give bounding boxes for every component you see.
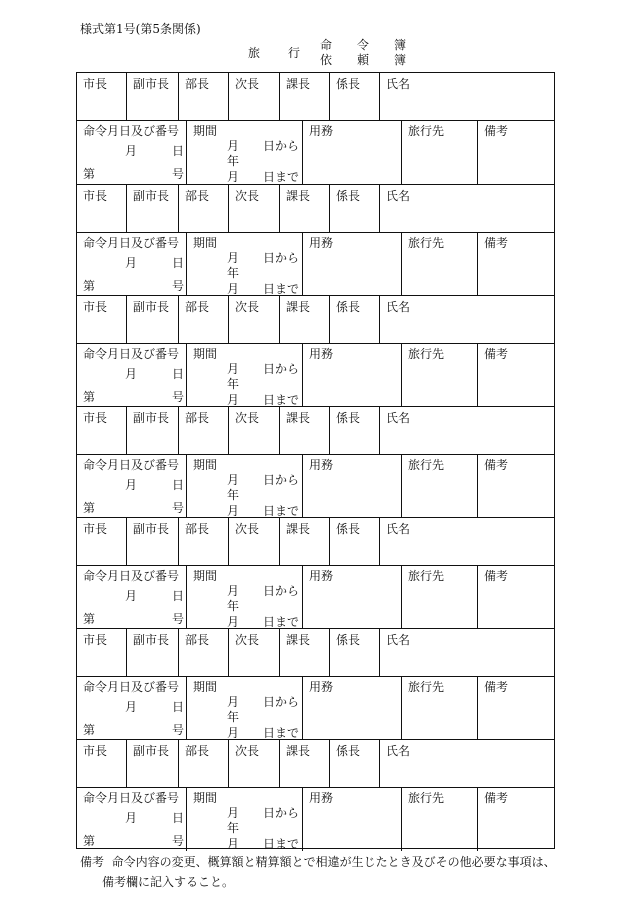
mayor-seal-cell[interactable] — [77, 629, 127, 677]
deputy-mayor-seal-cell[interactable] — [127, 740, 179, 788]
director-label: 部長 — [185, 522, 210, 536]
destination-cell[interactable] — [402, 566, 478, 629]
deputy-director-seal-cell[interactable] — [229, 185, 280, 233]
remarks-cell[interactable] — [478, 455, 554, 518]
director-label: 部長 — [185, 189, 210, 203]
section-chief-label: 課長 — [286, 633, 311, 647]
period-header: 期間 — [193, 236, 218, 250]
section-chief-label: 課長 — [286, 189, 311, 203]
purpose-header: 用務 — [309, 458, 334, 472]
title-char: 命 — [320, 38, 333, 52]
travel-period-cell[interactable] — [187, 788, 303, 851]
travel-order-table — [76, 72, 555, 849]
travel-period-cell[interactable] — [187, 677, 303, 740]
period-from-month-label: 月 — [227, 806, 240, 820]
destination-cell[interactable] — [402, 677, 478, 740]
detail-row — [77, 121, 554, 184]
approval-row — [77, 73, 554, 121]
travel-record-block — [77, 739, 554, 850]
footnote-line-2: 備考欄に記入すること。 — [102, 875, 235, 889]
deputy-mayor-label: 副市長 — [133, 189, 170, 203]
order-day-label: 日 — [172, 811, 185, 825]
approval-row — [77, 518, 554, 566]
mayor-seal-cell[interactable] — [77, 407, 127, 455]
deputy-mayor-seal-cell[interactable] — [127, 629, 179, 677]
order-month-label: 月 — [125, 478, 138, 492]
mayor-seal-cell[interactable] — [77, 185, 127, 233]
remarks-header: 備考 — [484, 347, 509, 361]
deputy-mayor-label: 副市長 — [133, 300, 170, 314]
title-char: 依 — [320, 53, 333, 67]
purpose-cell[interactable] — [303, 344, 402, 407]
period-from-day-label: 日から — [263, 584, 300, 598]
purpose-cell[interactable] — [303, 566, 402, 629]
order-number-prefix: 第 — [83, 501, 96, 515]
deputy-mayor-label: 副市長 — [133, 744, 170, 758]
name-field[interactable] — [380, 296, 554, 344]
mayor-label: 市長 — [83, 77, 108, 91]
director-label: 部長 — [185, 300, 210, 314]
period-to-month-label: 月 — [227, 837, 240, 851]
deputy-director-label: 次長 — [235, 300, 260, 314]
travel-record-block — [77, 184, 554, 295]
name-label: 氏名 — [386, 522, 411, 536]
subsection-chief-seal-cell[interactable] — [330, 518, 380, 566]
subsection-chief-label: 係長 — [336, 77, 361, 91]
period-from-day-label: 日から — [263, 695, 300, 709]
order-date-number-cell[interactable] — [77, 233, 187, 296]
remarks-cell[interactable] — [478, 233, 554, 296]
section-chief-seal-cell[interactable] — [280, 407, 330, 455]
section-chief-label: 課長 — [286, 77, 311, 91]
order-day-label: 日 — [172, 367, 185, 381]
title-char: 令 — [356, 38, 369, 52]
order-date-number-cell[interactable] — [77, 121, 187, 184]
destination-header: 旅行先 — [408, 347, 445, 361]
period-to-day-label: 日まで — [263, 393, 300, 407]
mayor-label: 市長 — [83, 522, 108, 536]
travel-record-block — [77, 295, 554, 406]
travel-record-block — [77, 628, 554, 739]
director-seal-cell[interactable] — [179, 740, 229, 788]
deputy-mayor-seal-cell[interactable] — [127, 407, 179, 455]
section-chief-label: 課長 — [286, 300, 311, 314]
name-field[interactable] — [380, 629, 554, 677]
section-chief-seal-cell[interactable] — [280, 73, 330, 121]
destination-cell[interactable] — [402, 455, 478, 518]
remarks-cell[interactable] — [478, 344, 554, 407]
name-label: 氏名 — [386, 744, 411, 758]
deputy-mayor-label: 副市長 — [133, 522, 170, 536]
period-from-month-label: 月 — [227, 139, 240, 153]
purpose-header: 用務 — [309, 569, 334, 583]
deputy-director-label: 次長 — [235, 522, 260, 536]
order-number-prefix: 第 — [83, 723, 96, 737]
order-month-label: 月 — [125, 144, 138, 158]
destination-header: 旅行先 — [408, 236, 445, 250]
order-day-label: 日 — [172, 256, 185, 270]
order-number-suffix: 号 — [172, 167, 185, 181]
period-from-month-label: 月 — [227, 251, 240, 265]
subsection-chief-label: 係長 — [336, 744, 361, 758]
period-from-month-label: 月 — [227, 473, 240, 487]
deputy-director-seal-cell[interactable] — [229, 296, 280, 344]
name-field[interactable] — [380, 740, 554, 788]
period-to-month-label: 月 — [227, 504, 240, 518]
period-to-day-label: 日まで — [263, 504, 300, 518]
order-day-label: 日 — [172, 589, 185, 603]
approval-row — [77, 185, 554, 233]
remarks-header: 備考 — [484, 236, 509, 250]
period-to-day-label: 日まで — [263, 726, 300, 740]
order-date-number-cell[interactable] — [77, 677, 187, 740]
purpose-cell[interactable] — [303, 788, 402, 851]
section-chief-seal-cell[interactable] — [280, 296, 330, 344]
period-to-day-label: 日まで — [263, 615, 300, 629]
period-from-day-label: 日から — [263, 139, 300, 153]
purpose-cell[interactable] — [303, 677, 402, 740]
name-field[interactable] — [380, 73, 554, 121]
order-day-label: 日 — [172, 700, 185, 714]
remarks-header: 備考 — [484, 791, 509, 805]
subsection-chief-label: 係長 — [336, 411, 361, 425]
order-date-header: 命令月日及び番号 — [83, 347, 180, 361]
order-number-prefix: 第 — [83, 390, 96, 404]
period-header: 期間 — [193, 124, 218, 138]
section-chief-seal-cell[interactable] — [280, 185, 330, 233]
detail-row — [77, 566, 554, 629]
mayor-seal-cell[interactable] — [77, 740, 127, 788]
deputy-director-label: 次長 — [235, 744, 260, 758]
order-number-suffix: 号 — [172, 501, 185, 515]
period-year-label: 年 — [227, 710, 240, 724]
director-label: 部長 — [185, 411, 210, 425]
order-day-label: 日 — [172, 144, 185, 158]
deputy-mayor-seal-cell[interactable] — [127, 185, 179, 233]
subsection-chief-seal-cell[interactable] — [330, 407, 380, 455]
section-chief-seal-cell[interactable] — [280, 629, 330, 677]
name-label: 氏名 — [386, 189, 411, 203]
period-year-label: 年 — [227, 599, 240, 613]
deputy-mayor-seal-cell[interactable] — [127, 296, 179, 344]
period-header: 期間 — [193, 569, 218, 583]
detail-row — [77, 455, 554, 518]
order-day-label: 日 — [172, 478, 185, 492]
director-label: 部長 — [185, 744, 210, 758]
detail-row — [77, 677, 554, 740]
section-chief-label: 課長 — [286, 522, 311, 536]
mayor-seal-cell[interactable] — [77, 73, 127, 121]
section-chief-label: 課長 — [286, 411, 311, 425]
period-from-month-label: 月 — [227, 584, 240, 598]
deputy-director-label: 次長 — [235, 189, 260, 203]
approval-row — [77, 296, 554, 344]
period-to-day-label: 日まで — [263, 282, 300, 296]
subsection-chief-seal-cell[interactable] — [330, 73, 380, 121]
destination-cell[interactable] — [402, 344, 478, 407]
destination-cell[interactable] — [402, 788, 478, 851]
order-number-suffix: 号 — [172, 279, 185, 293]
name-field[interactable] — [380, 407, 554, 455]
mayor-seal-cell[interactable] — [77, 296, 127, 344]
purpose-cell[interactable] — [303, 121, 402, 184]
subsection-chief-label: 係長 — [336, 522, 361, 536]
form-number-label: 様式第1号(第5条関係) — [80, 22, 201, 36]
order-month-label: 月 — [125, 811, 138, 825]
name-label: 氏名 — [386, 77, 411, 91]
deputy-mayor-seal-cell[interactable] — [127, 73, 179, 121]
name-label: 氏名 — [386, 633, 411, 647]
deputy-director-seal-cell[interactable] — [229, 73, 280, 121]
order-date-header: 命令月日及び番号 — [83, 236, 180, 250]
director-seal-cell[interactable] — [179, 518, 229, 566]
period-header: 期間 — [193, 347, 218, 361]
footnote — [80, 852, 580, 892]
deputy-mayor-label: 副市長 — [133, 633, 170, 647]
subsection-chief-label: 係長 — [336, 189, 361, 203]
name-label: 氏名 — [386, 411, 411, 425]
subsection-chief-seal-cell[interactable] — [330, 740, 380, 788]
period-header: 期間 — [193, 458, 218, 472]
title-char: 頼 — [356, 53, 369, 67]
mayor-label: 市長 — [83, 189, 108, 203]
deputy-director-seal-cell[interactable] — [229, 629, 280, 677]
name-label: 氏名 — [386, 300, 411, 314]
period-from-day-label: 日から — [263, 362, 300, 376]
approval-row — [77, 407, 554, 455]
title-char: 行 — [288, 46, 301, 60]
remarks-cell[interactable] — [478, 788, 554, 851]
order-number-suffix: 号 — [172, 390, 185, 404]
period-year-label: 年 — [227, 154, 240, 168]
deputy-mayor-seal-cell[interactable] — [127, 518, 179, 566]
director-seal-cell[interactable] — [179, 185, 229, 233]
footnote-label: 備考 — [80, 855, 105, 869]
order-month-label: 月 — [125, 256, 138, 270]
destination-cell[interactable] — [402, 233, 478, 296]
deputy-director-seal-cell[interactable] — [229, 407, 280, 455]
name-field[interactable] — [380, 518, 554, 566]
purpose-header: 用務 — [309, 236, 334, 250]
mayor-seal-cell[interactable] — [77, 518, 127, 566]
remarks-cell[interactable] — [478, 121, 554, 184]
order-date-header: 命令月日及び番号 — [83, 458, 180, 472]
title-char: 簿 — [393, 38, 406, 52]
title-register-type — [320, 38, 406, 68]
remarks-cell[interactable] — [478, 566, 554, 629]
approval-row — [77, 629, 554, 677]
deputy-director-seal-cell[interactable] — [229, 518, 280, 566]
travel-period-cell[interactable] — [187, 344, 303, 407]
section-chief-seal-cell[interactable] — [280, 740, 330, 788]
travel-period-cell[interactable] — [187, 566, 303, 629]
mayor-label: 市長 — [83, 411, 108, 425]
destination-header: 旅行先 — [408, 791, 445, 805]
detail-row — [77, 788, 554, 851]
deputy-mayor-label: 副市長 — [133, 77, 170, 91]
travel-record-block — [77, 73, 554, 184]
mayor-label: 市長 — [83, 300, 108, 314]
period-from-month-label: 月 — [227, 362, 240, 376]
destination-header: 旅行先 — [408, 680, 445, 694]
purpose-header: 用務 — [309, 124, 334, 138]
period-year-label: 年 — [227, 266, 240, 280]
director-label: 部長 — [185, 77, 210, 91]
order-date-header: 命令月日及び番号 — [83, 680, 180, 694]
order-date-number-cell[interactable] — [77, 788, 187, 851]
order-month-label: 月 — [125, 367, 138, 381]
title-travel — [248, 44, 328, 61]
mayor-label: 市長 — [83, 744, 108, 758]
remarks-cell[interactable] — [478, 677, 554, 740]
purpose-cell[interactable] — [303, 233, 402, 296]
destination-header: 旅行先 — [408, 458, 445, 472]
order-number-suffix: 号 — [172, 723, 185, 737]
travel-period-cell[interactable] — [187, 455, 303, 518]
period-to-month-label: 月 — [227, 170, 240, 184]
remarks-header: 備考 — [484, 680, 509, 694]
travel-period-cell[interactable] — [187, 233, 303, 296]
order-date-header: 命令月日及び番号 — [83, 124, 180, 138]
order-month-label: 月 — [125, 589, 138, 603]
order-date-number-cell[interactable] — [77, 455, 187, 518]
period-from-month-label: 月 — [227, 695, 240, 709]
order-month-label: 月 — [125, 700, 138, 714]
travel-record-block — [77, 517, 554, 628]
destination-header: 旅行先 — [408, 124, 445, 138]
period-year-label: 年 — [227, 488, 240, 502]
name-field[interactable] — [380, 185, 554, 233]
purpose-cell[interactable] — [303, 455, 402, 518]
order-date-number-cell[interactable] — [77, 344, 187, 407]
destination-header: 旅行先 — [408, 569, 445, 583]
footnote-line-1: 命令内容の変更、概算額と精算額とで相違が生じたとき及びその他必要な事項は、 — [111, 855, 556, 869]
director-seal-cell[interactable] — [179, 629, 229, 677]
remarks-header: 備考 — [484, 458, 509, 472]
purpose-header: 用務 — [309, 347, 334, 361]
director-seal-cell[interactable] — [179, 296, 229, 344]
detail-row — [77, 233, 554, 296]
detail-row — [77, 344, 554, 407]
subsection-chief-seal-cell[interactable] — [330, 296, 380, 344]
destination-cell[interactable] — [402, 121, 478, 184]
deputy-director-seal-cell[interactable] — [229, 740, 280, 788]
director-seal-cell[interactable] — [179, 407, 229, 455]
period-year-label: 年 — [227, 821, 240, 835]
period-to-month-label: 月 — [227, 726, 240, 740]
period-to-day-label: 日まで — [263, 170, 300, 184]
period-header: 期間 — [193, 791, 218, 805]
order-date-header: 命令月日及び番号 — [83, 791, 180, 805]
period-to-month-label: 月 — [227, 615, 240, 629]
deputy-director-label: 次長 — [235, 411, 260, 425]
travel-record-block — [77, 406, 554, 517]
order-number-prefix: 第 — [83, 279, 96, 293]
title-char: 旅 — [248, 46, 261, 60]
subsection-chief-seal-cell[interactable] — [330, 629, 380, 677]
remarks-header: 備考 — [484, 124, 509, 138]
deputy-director-label: 次長 — [235, 633, 260, 647]
deputy-mayor-label: 副市長 — [133, 411, 170, 425]
remarks-header: 備考 — [484, 569, 509, 583]
order-number-suffix: 号 — [172, 612, 185, 626]
order-number-prefix: 第 — [83, 834, 96, 848]
director-seal-cell[interactable] — [179, 73, 229, 121]
purpose-header: 用務 — [309, 680, 334, 694]
section-chief-seal-cell[interactable] — [280, 518, 330, 566]
period-header: 期間 — [193, 680, 218, 694]
order-number-suffix: 号 — [172, 834, 185, 848]
order-date-number-cell[interactable] — [77, 566, 187, 629]
subsection-chief-label: 係長 — [336, 633, 361, 647]
order-date-header: 命令月日及び番号 — [83, 569, 180, 583]
deputy-director-label: 次長 — [235, 77, 260, 91]
director-label: 部長 — [185, 633, 210, 647]
order-number-prefix: 第 — [83, 612, 96, 626]
travel-period-cell[interactable] — [187, 121, 303, 184]
section-chief-label: 課長 — [286, 744, 311, 758]
title-char: 簿 — [393, 53, 406, 67]
period-from-day-label: 日から — [263, 251, 300, 265]
order-number-prefix: 第 — [83, 167, 96, 181]
period-year-label: 年 — [227, 377, 240, 391]
subsection-chief-label: 係長 — [336, 300, 361, 314]
period-to-month-label: 月 — [227, 393, 240, 407]
purpose-header: 用務 — [309, 791, 334, 805]
mayor-label: 市長 — [83, 633, 108, 647]
period-to-month-label: 月 — [227, 282, 240, 296]
period-from-day-label: 日から — [263, 473, 300, 487]
approval-row — [77, 740, 554, 788]
period-to-day-label: 日まで — [263, 837, 300, 851]
period-from-day-label: 日から — [263, 806, 300, 820]
subsection-chief-seal-cell[interactable] — [330, 185, 380, 233]
